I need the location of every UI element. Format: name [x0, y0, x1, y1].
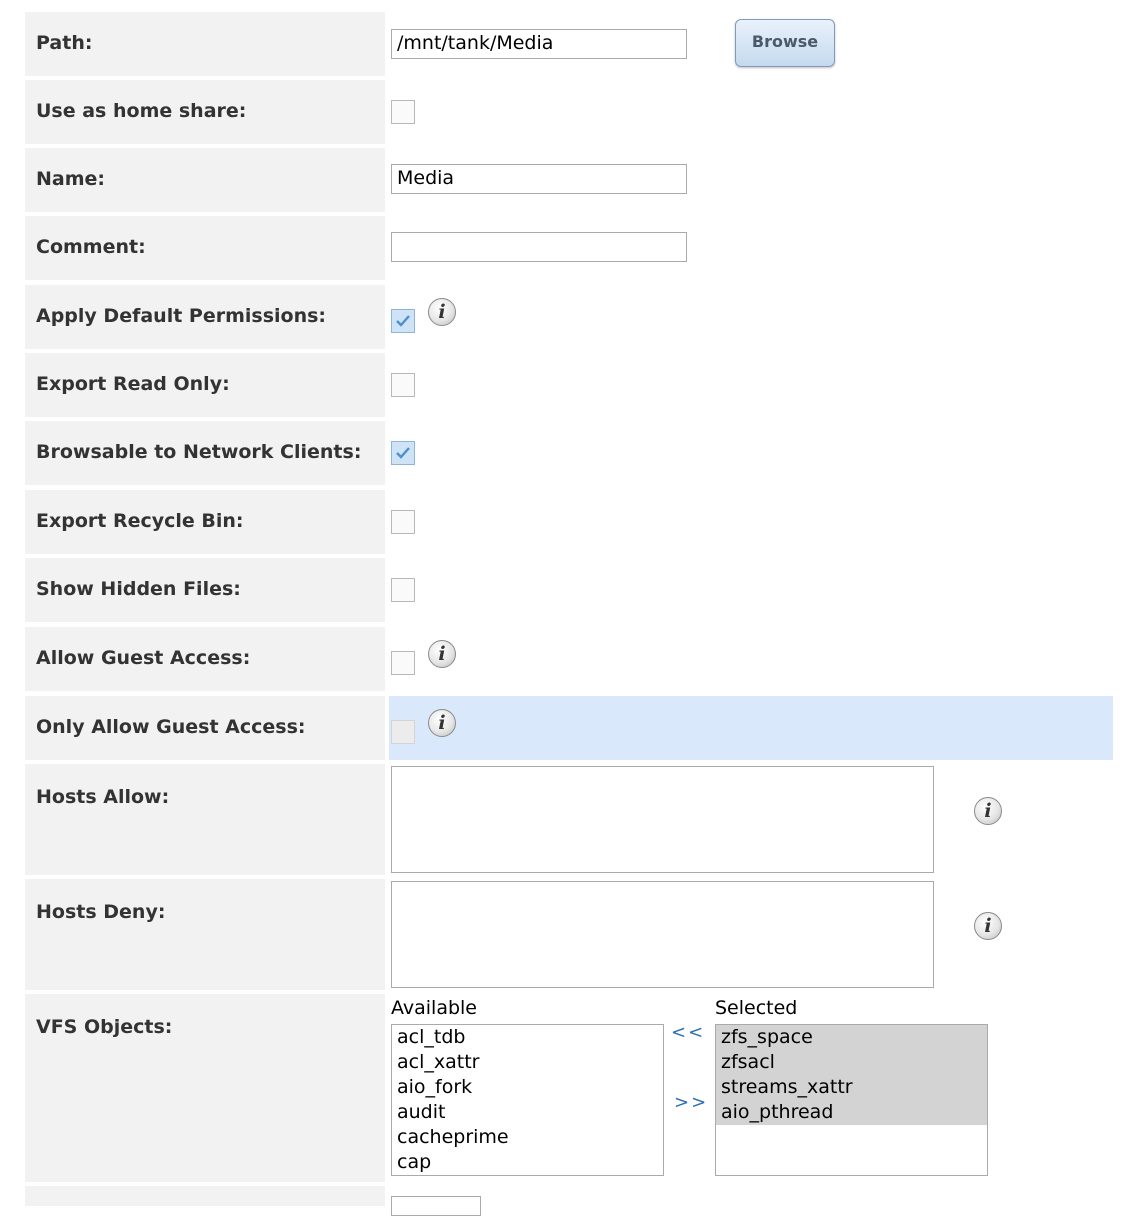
- default-permissions-value-cell: [389, 285, 1113, 349]
- list-item[interactable]: aio_pthread: [716, 1100, 987, 1125]
- list-item[interactable]: zfsacl: [716, 1050, 987, 1075]
- hidden-files-value-cell: [389, 558, 1113, 622]
- list-item[interactable]: cap: [397, 1151, 432, 1173]
- path-value-cell: [389, 12, 1113, 76]
- vfs-objects-label: VFS Objects:: [25, 994, 385, 1182]
- row-guest-only: [25, 696, 1113, 760]
- hosts-deny-value-cell: [389, 879, 1113, 990]
- hidden-files-checkbox[interactable]: [391, 578, 415, 602]
- path-label: Path:: [25, 12, 385, 76]
- row-browsable: [25, 421, 1113, 485]
- name-label: Name:: [25, 148, 385, 212]
- hosts-deny-label: Hosts Deny:: [25, 879, 385, 990]
- recycle-bin-label: Export Recycle Bin:: [25, 490, 385, 554]
- selected-heading: Selected: [715, 997, 798, 1019]
- hidden-files-label: Show Hidden Files:: [25, 558, 385, 622]
- guest-access-label: Allow Guest Access:: [25, 627, 385, 691]
- home-share-checkbox[interactable]: [391, 100, 415, 124]
- row-path: [25, 12, 1113, 76]
- guest-access-checkbox[interactable]: [391, 651, 415, 675]
- guest-access-value-cell: [389, 627, 1113, 691]
- vfs-objects-value-cell: [389, 994, 1113, 1182]
- comment-value-cell: [389, 216, 1113, 280]
- row-guest-access: [25, 627, 1113, 691]
- next-row-value-cell: [389, 1186, 1113, 1206]
- row-name: [25, 148, 1113, 212]
- name-value-cell: [389, 148, 1113, 212]
- hosts-allow-value-cell: [389, 764, 1113, 875]
- row-hidden-files: [25, 558, 1113, 622]
- list-item[interactable]: acl_xattr: [397, 1051, 480, 1073]
- export-read-only-value-cell: [389, 353, 1113, 417]
- list-item[interactable]: audit: [397, 1101, 446, 1123]
- row-hosts-allow: [25, 764, 1113, 875]
- export-read-only-label: Export Read Only:: [25, 353, 385, 417]
- row-home-share: [25, 80, 1113, 144]
- browsable-value-cell: [389, 421, 1113, 485]
- browsable-checkbox[interactable]: [391, 441, 415, 465]
- info-icon[interactable]: i: [974, 912, 1002, 940]
- recycle-bin-value-cell: [389, 490, 1113, 554]
- row-recycle-bin: [25, 490, 1113, 554]
- selected-listbox[interactable]: [715, 1024, 988, 1176]
- default-permissions-label: Apply Default Permissions:: [25, 285, 385, 349]
- list-item[interactable]: streams_xattr: [716, 1075, 987, 1100]
- list-item[interactable]: aio_fork: [397, 1076, 473, 1098]
- row-comment: [25, 216, 1113, 280]
- move-right-button[interactable]: >>: [674, 1092, 709, 1113]
- next-row-label: [25, 1186, 385, 1206]
- checkmark-icon: [394, 444, 412, 462]
- info-icon[interactable]: i: [428, 298, 456, 326]
- browse-button[interactable]: Browse: [735, 19, 835, 67]
- list-item[interactable]: zfs_space: [716, 1025, 987, 1050]
- comment-input[interactable]: [391, 232, 687, 262]
- info-icon[interactable]: i: [974, 797, 1002, 825]
- default-permissions-checkbox[interactable]: [391, 309, 415, 333]
- home-share-label: Use as home share:: [25, 80, 385, 144]
- guest-only-value-cell: [389, 696, 1113, 760]
- available-listbox[interactable]: [391, 1024, 664, 1176]
- list-item[interactable]: cacheprime: [397, 1126, 509, 1148]
- list-item[interactable]: acl_tdb: [397, 1026, 466, 1048]
- guest-only-label: Only Allow Guest Access:: [25, 696, 385, 760]
- row-default-permissions: [25, 285, 1113, 349]
- path-input[interactable]: /mnt/tank/Media: [391, 29, 687, 59]
- row-next-partial: [25, 1186, 1113, 1206]
- recycle-bin-checkbox[interactable]: [391, 510, 415, 534]
- comment-label: Comment:: [25, 216, 385, 280]
- row-export-read-only: [25, 353, 1113, 417]
- checkmark-icon: [394, 312, 412, 330]
- row-vfs-objects: [25, 994, 1113, 1182]
- export-read-only-checkbox[interactable]: [391, 373, 415, 397]
- move-left-button[interactable]: <<: [671, 1022, 706, 1043]
- hosts-allow-textarea[interactable]: [391, 766, 934, 873]
- browsable-label: Browsable to Network Clients:: [25, 421, 385, 485]
- info-icon[interactable]: i: [428, 640, 456, 668]
- info-icon[interactable]: i: [428, 709, 456, 737]
- available-heading: Available: [391, 997, 478, 1019]
- home-share-value-cell: [389, 80, 1113, 144]
- guest-only-checkbox[interactable]: [391, 720, 415, 744]
- hosts-deny-textarea[interactable]: [391, 881, 934, 988]
- name-input[interactable]: Media: [391, 164, 687, 194]
- next-row-input[interactable]: [391, 1196, 481, 1216]
- hosts-allow-label: Hosts Allow:: [25, 764, 385, 875]
- row-hosts-deny: [25, 879, 1113, 990]
